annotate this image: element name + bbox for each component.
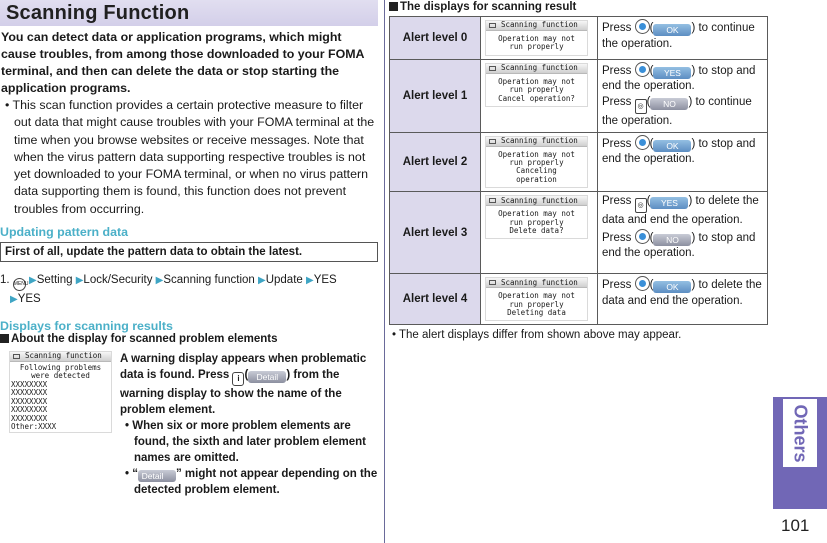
update-instruction-box: First of all, update the pattern data to obtain the latest. bbox=[0, 242, 378, 262]
alert-screen bbox=[485, 195, 588, 239]
screen-title-bar: Scanning function bbox=[486, 64, 587, 74]
window-icon bbox=[13, 354, 20, 359]
alert-level-label: Alert level 2 bbox=[390, 132, 481, 192]
alert-instructions bbox=[598, 59, 768, 132]
alert-level-label: Alert level 4 bbox=[390, 274, 481, 325]
alert-screen bbox=[485, 20, 588, 56]
intro-text: You can detect data or application programs, which might cause troubles, from among those downloaded to your FOMA terminal, and then can delete the data or stop starting the application programs. bbox=[1, 30, 365, 95]
alert-screen-message: Operation may not run properly Canceling operation bbox=[498, 149, 575, 184]
problem-list bbox=[10, 381, 111, 431]
alert-screen-message: Operation may not run properly Delete data? bbox=[498, 209, 575, 236]
instruction-line: Press ( OK ) to delete the data and end the operation. bbox=[602, 276, 764, 309]
i-mode-key-icon: i bbox=[232, 372, 244, 386]
step-yes-2: YES bbox=[17, 293, 41, 306]
alert-screen-message: Operation may not run properly bbox=[498, 34, 575, 52]
window-icon bbox=[489, 23, 496, 28]
alert-screen bbox=[485, 277, 588, 321]
warning-description: A warning display appears when problematic data is found. Press i ( Detail ) from the warning display to show the name of the problem element. • When six or more problem elements are found, the sixth and later problem element names are omitted. • “ Detail ” might not appear depending on the detected problem element. bbox=[120, 353, 378, 497]
problem-row: XXXXXXXX bbox=[11, 405, 48, 415]
menu-key-icon: MENU bbox=[13, 278, 26, 291]
alert-instructions bbox=[598, 274, 768, 325]
step-update: Update bbox=[265, 274, 303, 287]
step-setting: Setting bbox=[36, 274, 73, 287]
step-scanning-function: Scanning function bbox=[163, 274, 255, 287]
screen-title-bar: Scanning function bbox=[10, 352, 111, 362]
alert-row bbox=[390, 274, 768, 325]
column-divider bbox=[384, 0, 385, 543]
center-key-icon bbox=[635, 276, 650, 291]
screen-message: Following problems were detected bbox=[19, 363, 102, 381]
center-key-icon bbox=[635, 229, 650, 244]
instruction-line: Press ( OK ) to stop and end the operation. bbox=[602, 135, 764, 168]
alert-screen bbox=[485, 63, 588, 107]
alert-screen-message: Operation may not run properly Deleting data bbox=[498, 291, 575, 318]
results-heading: Displays for scanning results bbox=[0, 319, 173, 334]
alert-footnote: • The alert displays differ from shown above may appear. bbox=[392, 329, 682, 342]
six-elements-note: • When six or more problem elements are found, the sixth and later problem element names are omitted. bbox=[125, 420, 366, 465]
problem-row: Other:XXXX bbox=[11, 421, 57, 431]
arrow-icon: ▶ bbox=[155, 275, 164, 287]
scan-note: • This scan function provides a certain protective measure to filter out data that might cause troubles with your FOMA terminal at the time when you browse websites or receive messages. Note that when the virus pattern data supporting respective troubles is not yet downloaded to your FOMA terminal, or when no virus pattern data supporting them is found, this function does not prevent troubles from occurring. bbox=[5, 98, 375, 216]
softkey-yes: YES bbox=[653, 67, 691, 79]
title-bar bbox=[0, 0, 378, 26]
detail-softkey: Detail bbox=[138, 470, 176, 482]
screen-title-bar: Scanning function bbox=[486, 196, 587, 206]
left-column bbox=[0, 0, 378, 543]
step-lock-security: Lock/Security bbox=[83, 274, 153, 287]
arrow-icon: ▶ bbox=[10, 294, 18, 306]
camera-key-icon: ◎ bbox=[635, 198, 647, 213]
step-yes-1: YES bbox=[313, 274, 337, 287]
alert-screen bbox=[485, 136, 588, 189]
instruction-line: Press ◎ ( NO ) to continue the operation. bbox=[602, 96, 752, 127]
alert-instructions bbox=[598, 132, 768, 192]
problem-row: XXXXXXXX bbox=[11, 379, 48, 389]
instruction-line: Press ( NO ) to stop and end the operation. bbox=[602, 229, 764, 262]
screen-title-bar: Scanning function bbox=[486, 137, 587, 147]
detail-note: • “ Detail ” might not appear depending on the detected problem element. bbox=[125, 468, 378, 497]
instruction-line: Press ( YES ) to stop and end the operation. bbox=[602, 62, 764, 95]
square-bullet-icon bbox=[0, 334, 9, 343]
alert-row bbox=[390, 59, 768, 132]
alert-row bbox=[390, 17, 768, 60]
alert-instructions bbox=[598, 17, 768, 60]
alert-level-label: Alert level 1 bbox=[390, 59, 481, 132]
alert-level-label: Alert level 3 bbox=[390, 192, 481, 274]
page-title: Scanning Function bbox=[6, 1, 190, 24]
page-number: 101 bbox=[781, 516, 810, 535]
detail-softkey: Detail bbox=[248, 371, 286, 383]
screen-title-bar: Scanning function bbox=[486, 278, 587, 288]
alert-instructions bbox=[598, 192, 768, 274]
update-heading: Updating pattern data bbox=[0, 225, 129, 240]
right-column bbox=[389, 0, 769, 341]
alert-levels-table bbox=[389, 16, 768, 325]
softkey-yes: YES bbox=[650, 197, 688, 209]
alert-level-label: Alert level 0 bbox=[390, 17, 481, 60]
arrow-icon: ▶ bbox=[75, 275, 84, 287]
alert-row bbox=[390, 132, 768, 192]
window-icon bbox=[489, 66, 496, 71]
softkey-ok: OK bbox=[653, 140, 691, 152]
arrow-icon: ▶ bbox=[29, 275, 37, 287]
softkey-no: NO bbox=[653, 234, 691, 246]
section-label: Others bbox=[790, 403, 811, 463]
alert-screen-message: Operation may not run properly Cancel operation? bbox=[498, 76, 575, 103]
softkey-no: NO bbox=[650, 98, 688, 110]
square-bullet-icon bbox=[389, 2, 398, 11]
softkey-ok: OK bbox=[653, 24, 691, 36]
screen-title-bar: Scanning function bbox=[486, 21, 587, 31]
center-key-icon bbox=[635, 135, 650, 150]
problem-row: XXXXXXXX bbox=[11, 388, 48, 398]
about-heading: About the display for scanned problem elements bbox=[0, 333, 378, 345]
problem-display-screen bbox=[9, 351, 112, 433]
center-key-icon bbox=[635, 19, 650, 34]
window-icon bbox=[489, 280, 496, 285]
update-steps: 1. MENU ▶Setting ▶Lock/Security ▶Scanning function ▶Update ▶YES ▶YES bbox=[0, 274, 337, 306]
result-heading: The displays for scanning result bbox=[389, 1, 769, 13]
softkey-ok: OK bbox=[653, 281, 691, 293]
problem-row: XXXXXXXX bbox=[11, 413, 48, 423]
arrow-icon: ▶ bbox=[258, 275, 266, 287]
alert-row bbox=[390, 192, 768, 274]
instruction-line: Press ◎ ( YES ) to delete the data and end the operation. bbox=[602, 195, 759, 227]
instruction-line: Press ( OK ) to continue the operation. bbox=[602, 19, 764, 52]
center-key-icon bbox=[635, 62, 650, 77]
arrow-icon: ▶ bbox=[306, 275, 314, 287]
window-icon bbox=[489, 139, 496, 144]
problem-row: XXXXXXXX bbox=[11, 396, 48, 406]
camera-key-icon: ◎ bbox=[635, 99, 647, 114]
window-icon bbox=[489, 198, 496, 203]
